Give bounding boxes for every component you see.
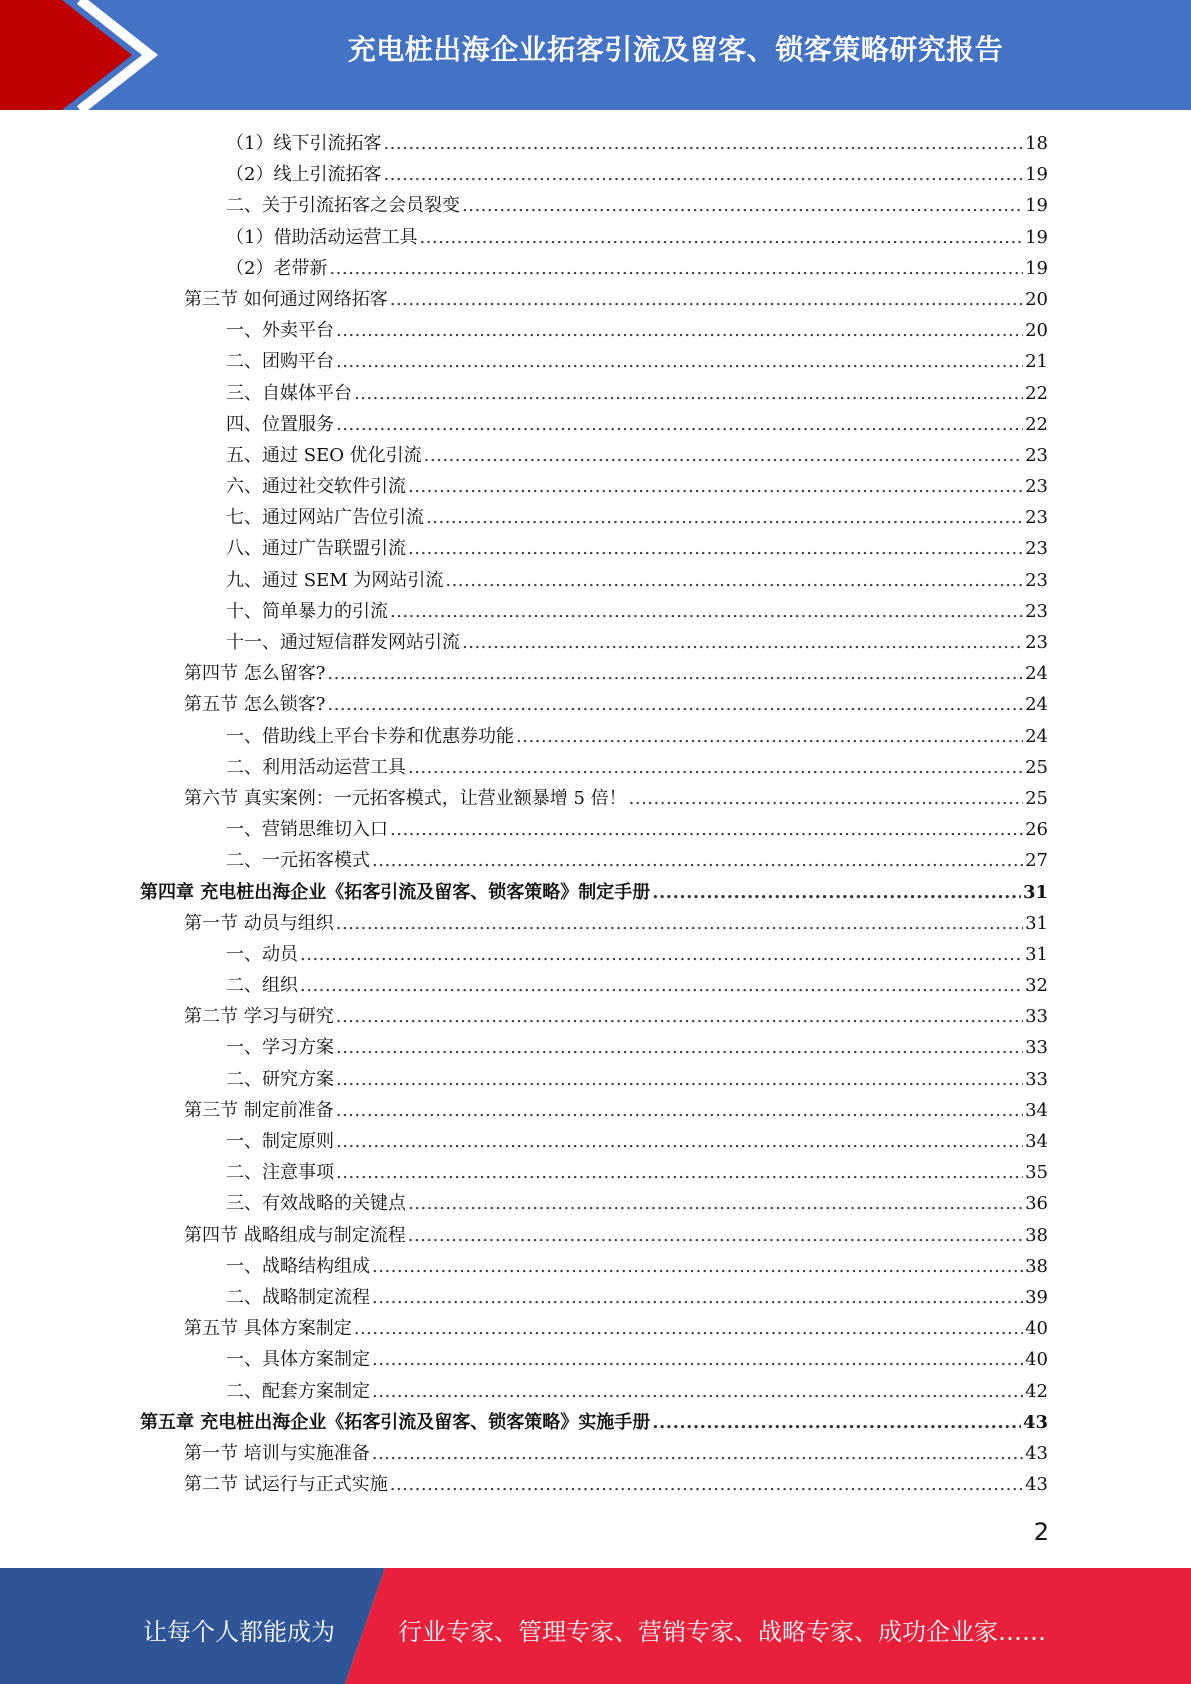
toc-entry-page: 19 <box>1025 164 1048 186</box>
toc-dot-leader <box>354 378 1023 409</box>
toc-section-entry[interactable] <box>140 689 1048 720</box>
page-footer <box>0 1568 1191 1684</box>
toc-section-entry[interactable] <box>140 908 1048 939</box>
toc-subsection-entry[interactable] <box>140 222 1048 253</box>
toc-entry-title: 一、动员 <box>226 943 298 965</box>
toc-dot-leader <box>408 533 1023 564</box>
toc-dot-leader <box>329 253 1023 284</box>
toc-entry-title: 一、战略结构组成 <box>226 1255 370 1277</box>
toc-dot-leader <box>336 315 1023 346</box>
toc-entry-page: 19 <box>1025 226 1048 248</box>
toc-entry-page: 34 <box>1025 1099 1048 1121</box>
toc-entry-page: 38 <box>1025 1255 1048 1277</box>
toc-dot-leader <box>372 1344 1023 1375</box>
toc-subsection-entry[interactable] <box>140 378 1048 409</box>
toc-entry-page: 43 <box>1022 1411 1048 1433</box>
toc-entry-title: 十、简单暴力的引流 <box>226 600 388 622</box>
toc-subsection-entry[interactable] <box>140 1126 1048 1157</box>
toc-entry-title: 一、营销思维切入口 <box>226 819 388 841</box>
toc-entry-title: （2）线上引流拓客 <box>226 164 382 186</box>
toc-subsection-entry[interactable] <box>140 502 1048 533</box>
toc-dot-leader <box>383 159 1023 190</box>
toc-entry-title: （1）线下引流拓客 <box>226 133 382 154</box>
toc-dot-leader <box>336 908 1023 939</box>
toc-entry-page: 24 <box>1025 694 1048 716</box>
toc-entry-title: 三、自媒体平台 <box>226 382 352 404</box>
toc-subsection-entry[interactable] <box>140 315 1048 346</box>
toc-entry-title: 二、研究方案 <box>226 1068 334 1090</box>
toc-entry-page: 25 <box>1025 756 1048 778</box>
toc-dot-leader <box>462 190 1023 221</box>
toc-dot-leader <box>336 1095 1023 1126</box>
toc-entry-title: 二、一元拓客模式 <box>226 850 370 872</box>
toc-subsection-entry[interactable] <box>140 1282 1048 1313</box>
toc-entry-page: 20 <box>1025 288 1048 310</box>
toc-entry-page: 20 <box>1025 320 1048 342</box>
toc-subsection-entry[interactable] <box>140 565 1048 596</box>
toc-subsection-entry[interactable] <box>140 752 1048 783</box>
toc-dot-leader <box>336 1032 1023 1063</box>
toc-entry-title: 第一节 培训与实施准备 <box>184 1442 370 1464</box>
toc-subsection-entry[interactable] <box>140 970 1048 1001</box>
toc-dot-leader <box>516 721 1023 752</box>
header-title: 充电桩出海企业拓客引流及留客、锁客策略研究报告 <box>347 33 1004 66</box>
table-of-contents <box>140 128 1048 1500</box>
toc-entry-title: 七、通过网站广告位引流 <box>226 507 424 529</box>
page-number: 2 <box>1033 1518 1049 1546</box>
toc-dot-leader <box>445 565 1023 596</box>
toc-dot-leader <box>372 1251 1023 1282</box>
footer-slogan-left: 让每个人都能成为 <box>143 1618 335 1646</box>
toc-entry-title: 第三节 如何通过网络拓客 <box>184 288 388 310</box>
toc-entry-title: 一、外卖平台 <box>226 320 334 342</box>
toc-entry-page: 34 <box>1025 1131 1048 1152</box>
toc-dot-leader <box>426 502 1023 533</box>
page-header <box>0 0 1191 110</box>
toc-entry-page: 25 <box>1025 787 1048 809</box>
toc-section-entry[interactable] <box>140 284 1048 315</box>
toc-entry-page: 23 <box>1025 538 1048 560</box>
toc-dot-leader <box>327 689 1023 720</box>
toc-dot-leader <box>424 440 1023 471</box>
toc-entry-title: 二、利用活动运营工具 <box>226 756 406 778</box>
toc-dot-leader <box>300 970 1023 1001</box>
toc-entry-title: 第四章 充电桩出海企业《拓客引流及留客、锁客策略》制定手册 <box>140 881 651 903</box>
toc-dot-leader <box>408 1188 1023 1219</box>
toc-entry-title: 第三节 制定前准备 <box>184 1099 334 1121</box>
toc-dot-leader <box>390 814 1023 845</box>
toc-dot-leader <box>390 596 1023 627</box>
toc-entry-page: 32 <box>1025 975 1048 997</box>
toc-entry-title: 八、通过广告联盟引流 <box>226 538 406 560</box>
toc-entry-title: 第二节 试运行与正式实施 <box>184 1474 388 1496</box>
toc-dot-leader <box>336 1064 1023 1095</box>
toc-dot-leader <box>372 1438 1023 1469</box>
toc-subsection-entry[interactable] <box>140 471 1048 502</box>
toc-section-entry[interactable] <box>140 783 1048 814</box>
toc-entry-page: 19 <box>1025 195 1048 217</box>
toc-entry-page: 31 <box>1025 943 1048 965</box>
toc-entry-page: 33 <box>1025 1037 1048 1059</box>
toc-entry-page: 33 <box>1025 1006 1048 1028</box>
toc-section-entry[interactable] <box>140 1438 1048 1469</box>
toc-dot-leader <box>336 346 1023 377</box>
toc-entry-title: 第四节 战略组成与制定流程 <box>184 1224 406 1246</box>
toc-entry-title: 二、关于引流拓客之会员裂变 <box>226 195 460 217</box>
toc-entry-title: 二、配套方案制定 <box>226 1380 370 1402</box>
toc-subsection-entry[interactable] <box>140 1344 1048 1375</box>
toc-entry-title: 第二节 学习与研究 <box>184 1006 334 1028</box>
toc-entry-title: 一、具体方案制定 <box>226 1349 370 1371</box>
toc-dot-leader <box>408 1220 1023 1251</box>
toc-subsection-entry[interactable] <box>140 939 1048 970</box>
toc-entry-page: 23 <box>1025 476 1048 498</box>
toc-entry-page: 36 <box>1025 1193 1048 1215</box>
toc-entry-page: 23 <box>1025 444 1048 466</box>
toc-entry-page: 23 <box>1025 569 1048 591</box>
toc-dot-leader <box>336 1001 1023 1032</box>
toc-dot-leader <box>372 1376 1023 1407</box>
toc-entry-page: 23 <box>1025 600 1048 622</box>
toc-entry-page: 18 <box>1025 133 1048 154</box>
toc-entry-title: 一、学习方案 <box>226 1037 334 1059</box>
toc-dot-leader <box>390 1469 1023 1500</box>
toc-entry-page: 40 <box>1025 1318 1048 1340</box>
toc-subsection-entry[interactable] <box>140 159 1048 190</box>
toc-entry-page: 27 <box>1025 850 1048 872</box>
toc-entry-page: 31 <box>1022 881 1048 903</box>
toc-subsection-entry[interactable] <box>140 596 1048 627</box>
toc-entry-page: 21 <box>1025 351 1048 373</box>
toc-subsection-entry[interactable] <box>140 1157 1048 1188</box>
toc-entry-title: 第五节 具体方案制定 <box>184 1318 352 1340</box>
toc-entry-title: 三、有效战略的关键点 <box>226 1193 406 1215</box>
toc-subsection-entry[interactable] <box>140 1251 1048 1282</box>
toc-entry-title: 九、通过 SEM 为网站引流 <box>226 569 444 591</box>
toc-dot-leader <box>419 222 1023 253</box>
toc-subsection-entry[interactable] <box>140 721 1048 752</box>
toc-entry-page: 22 <box>1025 382 1048 404</box>
toc-subsection-entry[interactable] <box>140 190 1048 221</box>
toc-section-entry[interactable] <box>140 658 1048 689</box>
toc-section-entry[interactable] <box>140 1001 1048 1032</box>
toc-entry-title: 第一节 动员与组织 <box>184 912 334 934</box>
toc-dot-leader <box>462 627 1023 658</box>
toc-entry-page: 40 <box>1025 1349 1048 1371</box>
toc-subsection-entry[interactable] <box>140 814 1048 845</box>
toc-dot-leader <box>652 1407 1021 1438</box>
toc-section-entry[interactable] <box>140 1313 1048 1344</box>
toc-subsection-entry[interactable] <box>140 1188 1048 1219</box>
toc-dot-leader <box>629 783 1023 814</box>
toc-dot-leader <box>372 1282 1023 1313</box>
toc-entry-title: 四、位置服务 <box>226 413 334 435</box>
toc-chapter-entry[interactable] <box>140 877 1048 908</box>
toc-entry-title: 一、制定原则 <box>226 1131 334 1152</box>
toc-entry-title: 六、通过社交软件引流 <box>226 476 406 498</box>
toc-entry-page: 42 <box>1025 1380 1048 1402</box>
footer-slogan-right: 行业专家、管理专家、营销专家、战略专家、成功企业家…… <box>398 1618 1046 1646</box>
toc-subsection-entry[interactable] <box>140 440 1048 471</box>
toc-entry-page: 43 <box>1025 1442 1048 1464</box>
toc-dot-leader <box>354 1313 1023 1344</box>
toc-entry-title: （1）借助活动运营工具 <box>226 226 418 248</box>
toc-entry-page: 31 <box>1025 912 1048 934</box>
toc-dot-leader <box>300 939 1023 970</box>
toc-subsection-entry[interactable] <box>140 409 1048 440</box>
toc-entry-page: 23 <box>1025 507 1048 529</box>
toc-subsection-entry[interactable] <box>140 1376 1048 1407</box>
toc-entry-title: 第五节 怎么锁客? <box>184 694 326 716</box>
toc-dot-leader <box>336 1157 1023 1188</box>
toc-entry-title: 五、通过 SEO 优化引流 <box>226 444 422 466</box>
toc-dot-leader <box>390 284 1023 315</box>
toc-subsection-entry[interactable] <box>140 1064 1048 1095</box>
toc-section-entry[interactable] <box>140 1469 1048 1500</box>
toc-entry-page: 33 <box>1025 1068 1048 1090</box>
toc-subsection-entry[interactable] <box>140 627 1048 658</box>
toc-entry-title: 第六节 真实案例：一元拓客模式，让营业额暴增 5 倍！ <box>184 787 627 809</box>
toc-entry-title: 二、团购平台 <box>226 351 334 373</box>
toc-dot-leader <box>336 409 1023 440</box>
toc-entry-page: 38 <box>1025 1224 1048 1246</box>
toc-dot-leader <box>336 1126 1023 1157</box>
toc-dot-leader <box>383 128 1023 159</box>
toc-entry-title: 第四节 怎么留客? <box>184 663 326 685</box>
toc-entry-title: 十一、通过短信群发网站引流 <box>226 632 460 653</box>
toc-entry-title: 第五章 充电桩出海企业《拓客引流及留客、锁客策略》实施手册 <box>140 1411 651 1433</box>
toc-subsection-entry[interactable] <box>140 346 1048 377</box>
toc-entry-page: 35 <box>1025 1162 1048 1184</box>
toc-subsection-entry[interactable] <box>140 253 1048 284</box>
toc-subsection-entry[interactable] <box>140 845 1048 876</box>
toc-entry-title: 二、组织 <box>226 975 298 997</box>
toc-subsection-entry[interactable] <box>140 128 1048 159</box>
toc-entry-page: 39 <box>1025 1286 1048 1308</box>
toc-entry-page: 24 <box>1025 663 1048 685</box>
toc-entry-title: 二、注意事项 <box>226 1162 334 1184</box>
toc-entry-page: 43 <box>1025 1474 1048 1496</box>
toc-subsection-entry[interactable] <box>140 533 1048 564</box>
toc-entry-page: 26 <box>1025 819 1048 841</box>
toc-section-entry[interactable] <box>140 1095 1048 1126</box>
toc-dot-leader <box>408 471 1023 502</box>
toc-entry-page: 24 <box>1025 725 1048 747</box>
toc-entry-page: 22 <box>1025 413 1048 435</box>
toc-entry-page: 19 <box>1025 257 1048 279</box>
toc-dot-leader <box>372 845 1023 876</box>
toc-subsection-entry[interactable] <box>140 1032 1048 1063</box>
toc-entry-title: 一、借助线上平台卡券和优惠券功能 <box>226 725 514 747</box>
toc-entry-title: （2）老带新 <box>226 257 328 279</box>
toc-dot-leader <box>327 658 1023 689</box>
toc-dot-leader <box>408 752 1023 783</box>
toc-entry-page: 23 <box>1025 632 1048 653</box>
toc-dot-leader <box>652 877 1021 908</box>
toc-chapter-entry[interactable] <box>140 1407 1048 1438</box>
toc-entry-title: 二、战略制定流程 <box>226 1286 370 1308</box>
toc-section-entry[interactable] <box>140 1220 1048 1251</box>
